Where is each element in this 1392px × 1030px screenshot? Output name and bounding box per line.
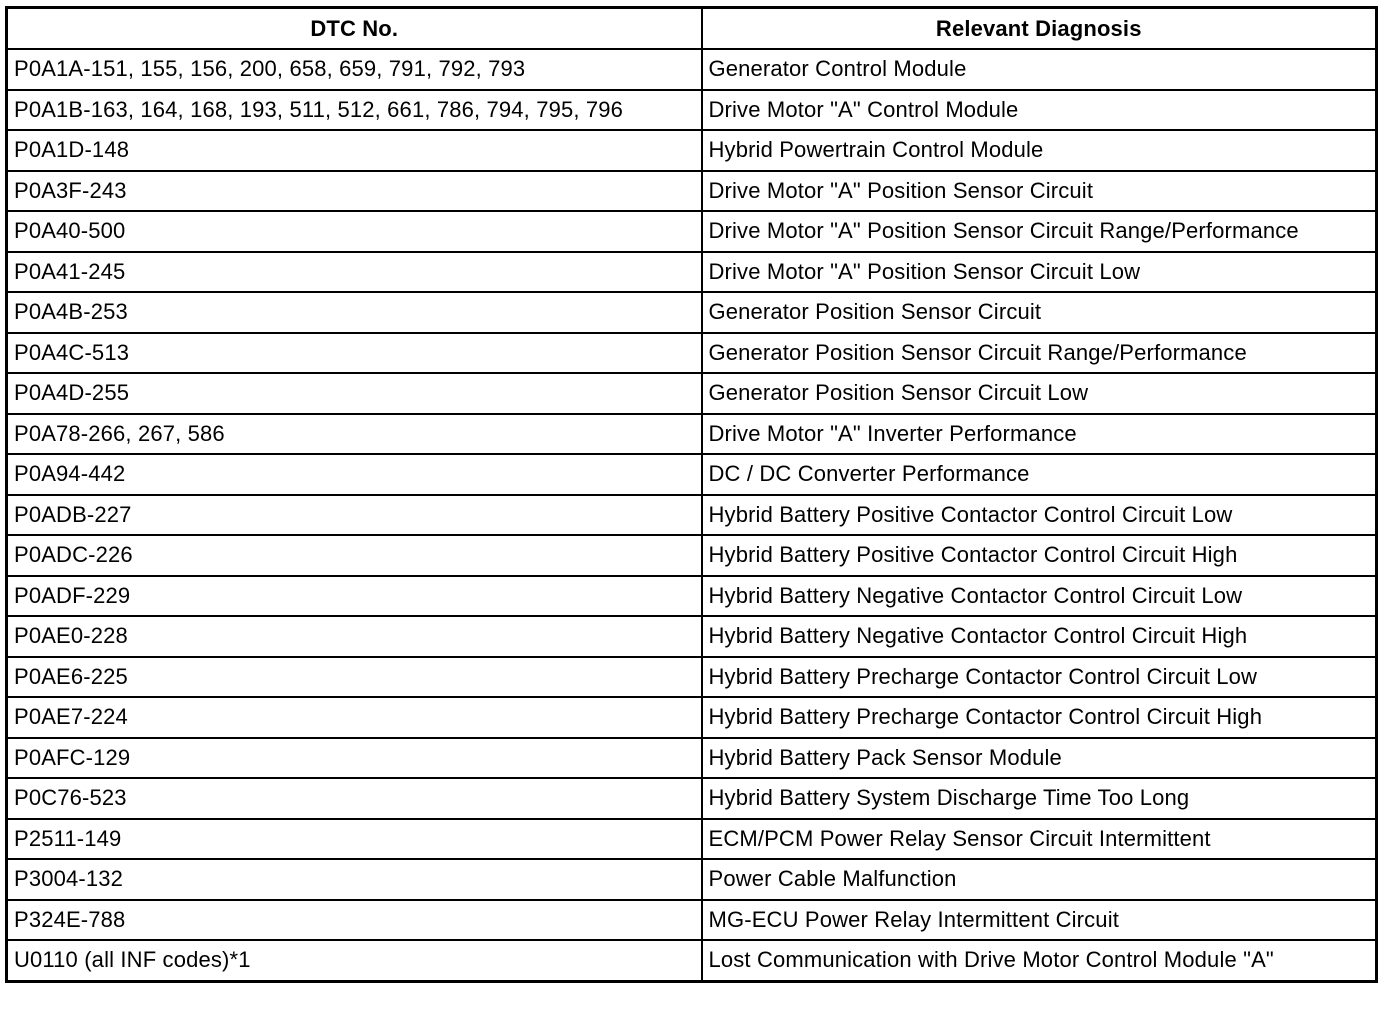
table-row (7, 535, 1377, 576)
dtc-cell: P0A78-266, 267, 586 (7, 414, 702, 455)
diagnosis-cell: Drive Motor "A" Position Sensor Circuit (702, 171, 1377, 212)
table-row (7, 171, 1377, 212)
dtc-cell: P0A1B-163, 164, 168, 193, 511, 512, 661, 786, 794, 795, 796 (7, 90, 702, 131)
table-row (7, 859, 1377, 900)
diagnosis-cell: Drive Motor "A" Inverter Performance (702, 414, 1377, 455)
table-row (7, 292, 1377, 333)
dtc-cell: P3004-132 (7, 859, 702, 900)
diagnosis-cell: Lost Communication with Drive Motor Control Module "A" (702, 940, 1377, 981)
dtc-cell: P0A1A-151, 155, 156, 200, 658, 659, 791, 792, 793 (7, 49, 702, 90)
table-row (7, 576, 1377, 617)
dtc-cell: P0A4D-255 (7, 373, 702, 414)
diagnosis-cell: ECM/PCM Power Relay Sensor Circuit Intermittent (702, 819, 1377, 860)
table-row (7, 778, 1377, 819)
diagnosis-cell: Generator Control Module (702, 49, 1377, 90)
dtc-cell: P0A94-442 (7, 454, 702, 495)
table-row (7, 900, 1377, 941)
table-row (7, 414, 1377, 455)
dtc-cell: P0A1D-148 (7, 130, 702, 171)
diagnosis-cell: Generator Position Sensor Circuit (702, 292, 1377, 333)
table-row (7, 738, 1377, 779)
diagnosis-cell: Hybrid Battery Pack Sensor Module (702, 738, 1377, 779)
diagnosis-cell: MG-ECU Power Relay Intermittent Circuit (702, 900, 1377, 941)
dtc-cell: P0ADF-229 (7, 576, 702, 617)
dtc-cell: P0AE7-224 (7, 697, 702, 738)
dtc-cell: P0A41-245 (7, 252, 702, 293)
dtc-cell: U0110 (all INF codes)*1 (7, 940, 702, 981)
dtc-cell: P0A40-500 (7, 211, 702, 252)
diagnosis-cell: Hybrid Battery Negative Contactor Control Circuit Low (702, 576, 1377, 617)
dtc-cell: P0AFC-129 (7, 738, 702, 779)
table-row (7, 657, 1377, 698)
table-header (7, 8, 1377, 50)
diagnosis-cell: Hybrid Battery Precharge Contactor Control Circuit Low (702, 657, 1377, 698)
header-relevant-diagnosis: Relevant Diagnosis (702, 8, 1377, 50)
diagnosis-cell: Drive Motor "A" Control Module (702, 90, 1377, 131)
table-row (7, 940, 1377, 981)
table-row (7, 819, 1377, 860)
table-row (7, 211, 1377, 252)
diagnosis-cell: Drive Motor "A" Position Sensor Circuit Range/Performance (702, 211, 1377, 252)
table-row (7, 697, 1377, 738)
header-row (7, 8, 1377, 50)
table-row (7, 616, 1377, 657)
table-row (7, 252, 1377, 293)
header-dtc-no: DTC No. (7, 8, 702, 50)
table-row (7, 90, 1377, 131)
table-row (7, 130, 1377, 171)
table-row (7, 373, 1377, 414)
diagnosis-cell: Drive Motor "A" Position Sensor Circuit Low (702, 252, 1377, 293)
table-row (7, 333, 1377, 374)
dtc-cell: P0ADB-227 (7, 495, 702, 536)
dtc-cell: P324E-788 (7, 900, 702, 941)
dtc-cell: P0A4C-513 (7, 333, 702, 374)
dtc-cell: P2511-149 (7, 819, 702, 860)
diagnosis-cell: Generator Position Sensor Circuit Low (702, 373, 1377, 414)
diagnosis-cell: Power Cable Malfunction (702, 859, 1377, 900)
dtc-cell: P0C76-523 (7, 778, 702, 819)
dtc-cell: P0A3F-243 (7, 171, 702, 212)
diagnosis-cell: Hybrid Powertrain Control Module (702, 130, 1377, 171)
table-row (7, 49, 1377, 90)
diagnosis-cell: DC / DC Converter Performance (702, 454, 1377, 495)
dtc-cell: P0AE0-228 (7, 616, 702, 657)
diagnosis-cell: Generator Position Sensor Circuit Range/Performance (702, 333, 1377, 374)
table-row (7, 454, 1377, 495)
table-body (7, 49, 1377, 981)
diagnosis-cell: Hybrid Battery Positive Contactor Control Circuit Low (702, 495, 1377, 536)
dtc-cell: P0AE6-225 (7, 657, 702, 698)
diagnosis-cell: Hybrid Battery Negative Contactor Control Circuit High (702, 616, 1377, 657)
diagnosis-cell: Hybrid Battery Precharge Contactor Control Circuit High (702, 697, 1377, 738)
dtc-cell: P0A4B-253 (7, 292, 702, 333)
diagnosis-cell: Hybrid Battery Positive Contactor Control Circuit High (702, 535, 1377, 576)
dtc-table (5, 6, 1378, 983)
dtc-cell: P0ADC-226 (7, 535, 702, 576)
table-row (7, 495, 1377, 536)
diagnosis-cell: Hybrid Battery System Discharge Time Too Long (702, 778, 1377, 819)
